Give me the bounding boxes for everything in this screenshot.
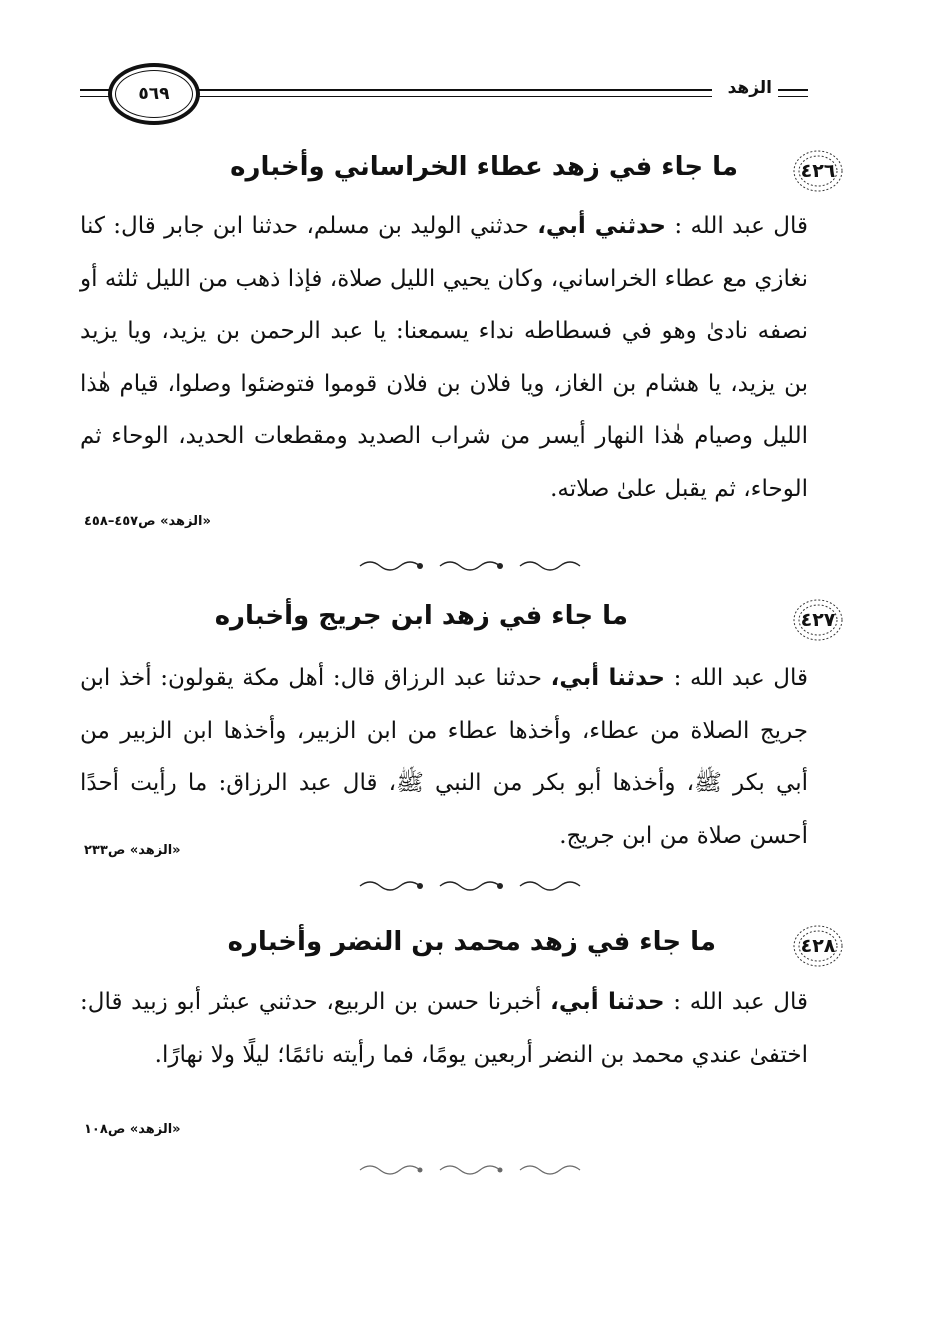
section-title: الزهد [727,78,772,98]
header-rule-main [198,89,712,91]
entry-heading [0,923,938,973]
entry-number: ٤٢٧ [800,609,836,631]
entry-intro: قال عبد الله : [673,665,809,691]
entry-text: أخبرنا حسن بن الربيع، حدثني عبثر أبو زبيد قال: اختفىٰ عندي محمد بن النضر أربعين يومًا، فما رأيته نائمًا؛ ليلًا ولا نهارًا. [80,989,808,1068]
divider-ornament [350,556,590,576]
divider-ornament [350,876,590,896]
header-rule-right-2 [778,96,808,97]
entry-isnad: حدثنا أبي، [550,665,665,691]
entry-number-badge [792,923,844,969]
entry-isnad: حدثني أبي، [537,213,666,239]
entry-title: ما جاء في زهد محمد بن النضر وأخباره [227,927,716,957]
entry-number: ٤٢٦ [800,160,836,182]
entry-text: حدثني الوليد بن مسلم، حدثنا ابن جابر قال: كنا نغازي مع عطاء الخراساني، وكان يحيي الليل صلاة، فإذا ذهب من الليل ثلثه أو نصفه نادىٰ وهو في فسطاطه نداء يسمعنا: يا عبد الرحمن بن يزيد، ويا يزيد بن يزيد، يا هشام بن الغاز، ويا فلان بن فلان قوموا فتوضئوا وصلوا، قيام هٰذا الليل وصيام هٰذا النهار أيسر من شراب الصديد ومقطعات الحديد، الوحاء ثم الوحاء، ثم يقبل علىٰ صلاته. [80,213,808,502]
entry-number-badge [792,148,844,194]
page-number: ٥٦٩ [138,84,170,104]
entry-number-badge [792,597,844,643]
header-rule-left-2 [80,96,110,97]
entry-heading [0,148,938,198]
entry-body [80,200,808,515]
header-rule-right [778,89,808,91]
entry-source: «الزهد» ص١٠٨ [84,1122,181,1137]
header-rule-main-2 [198,96,712,97]
entry-isnad: حدثنا أبي، [550,989,665,1015]
entry-title: ما جاء في زهد ابن جريج وأخباره [214,601,628,631]
entry-text: حدثنا عبد الرزاق قال: أهل مكة يقولون: أخذ ابن جريج الصلاة من عطاء، وأخذها عطاء من ابن الزبير، وأخذها ابن الزبير من أبي بكر ﷺ، وأخذها أبو بكر من النبي ﷺ، قال عبد الرزاق: ما رأيت أحدًا أحسن صلاة من ابن جريج. [80,665,808,849]
entry-heading [0,597,938,647]
entry-number: ٤٢٨ [800,935,836,957]
entry-title: ما جاء في زهد عطاء الخراساني وأخباره [230,152,738,182]
entry-body [80,976,808,1081]
header-rule-left [80,89,110,91]
page-number-frame [108,63,200,125]
entry-intro: قال عبد الله : [673,989,808,1015]
entry-body [80,652,808,862]
entry-source: «الزهد» ص٢٣٣ [84,843,181,858]
entry-source: «الزهد» ص٤٥٧–٤٥٨ [84,514,211,529]
entry-intro: قال عبد الله : [674,213,808,239]
divider-ornament [350,1160,590,1180]
